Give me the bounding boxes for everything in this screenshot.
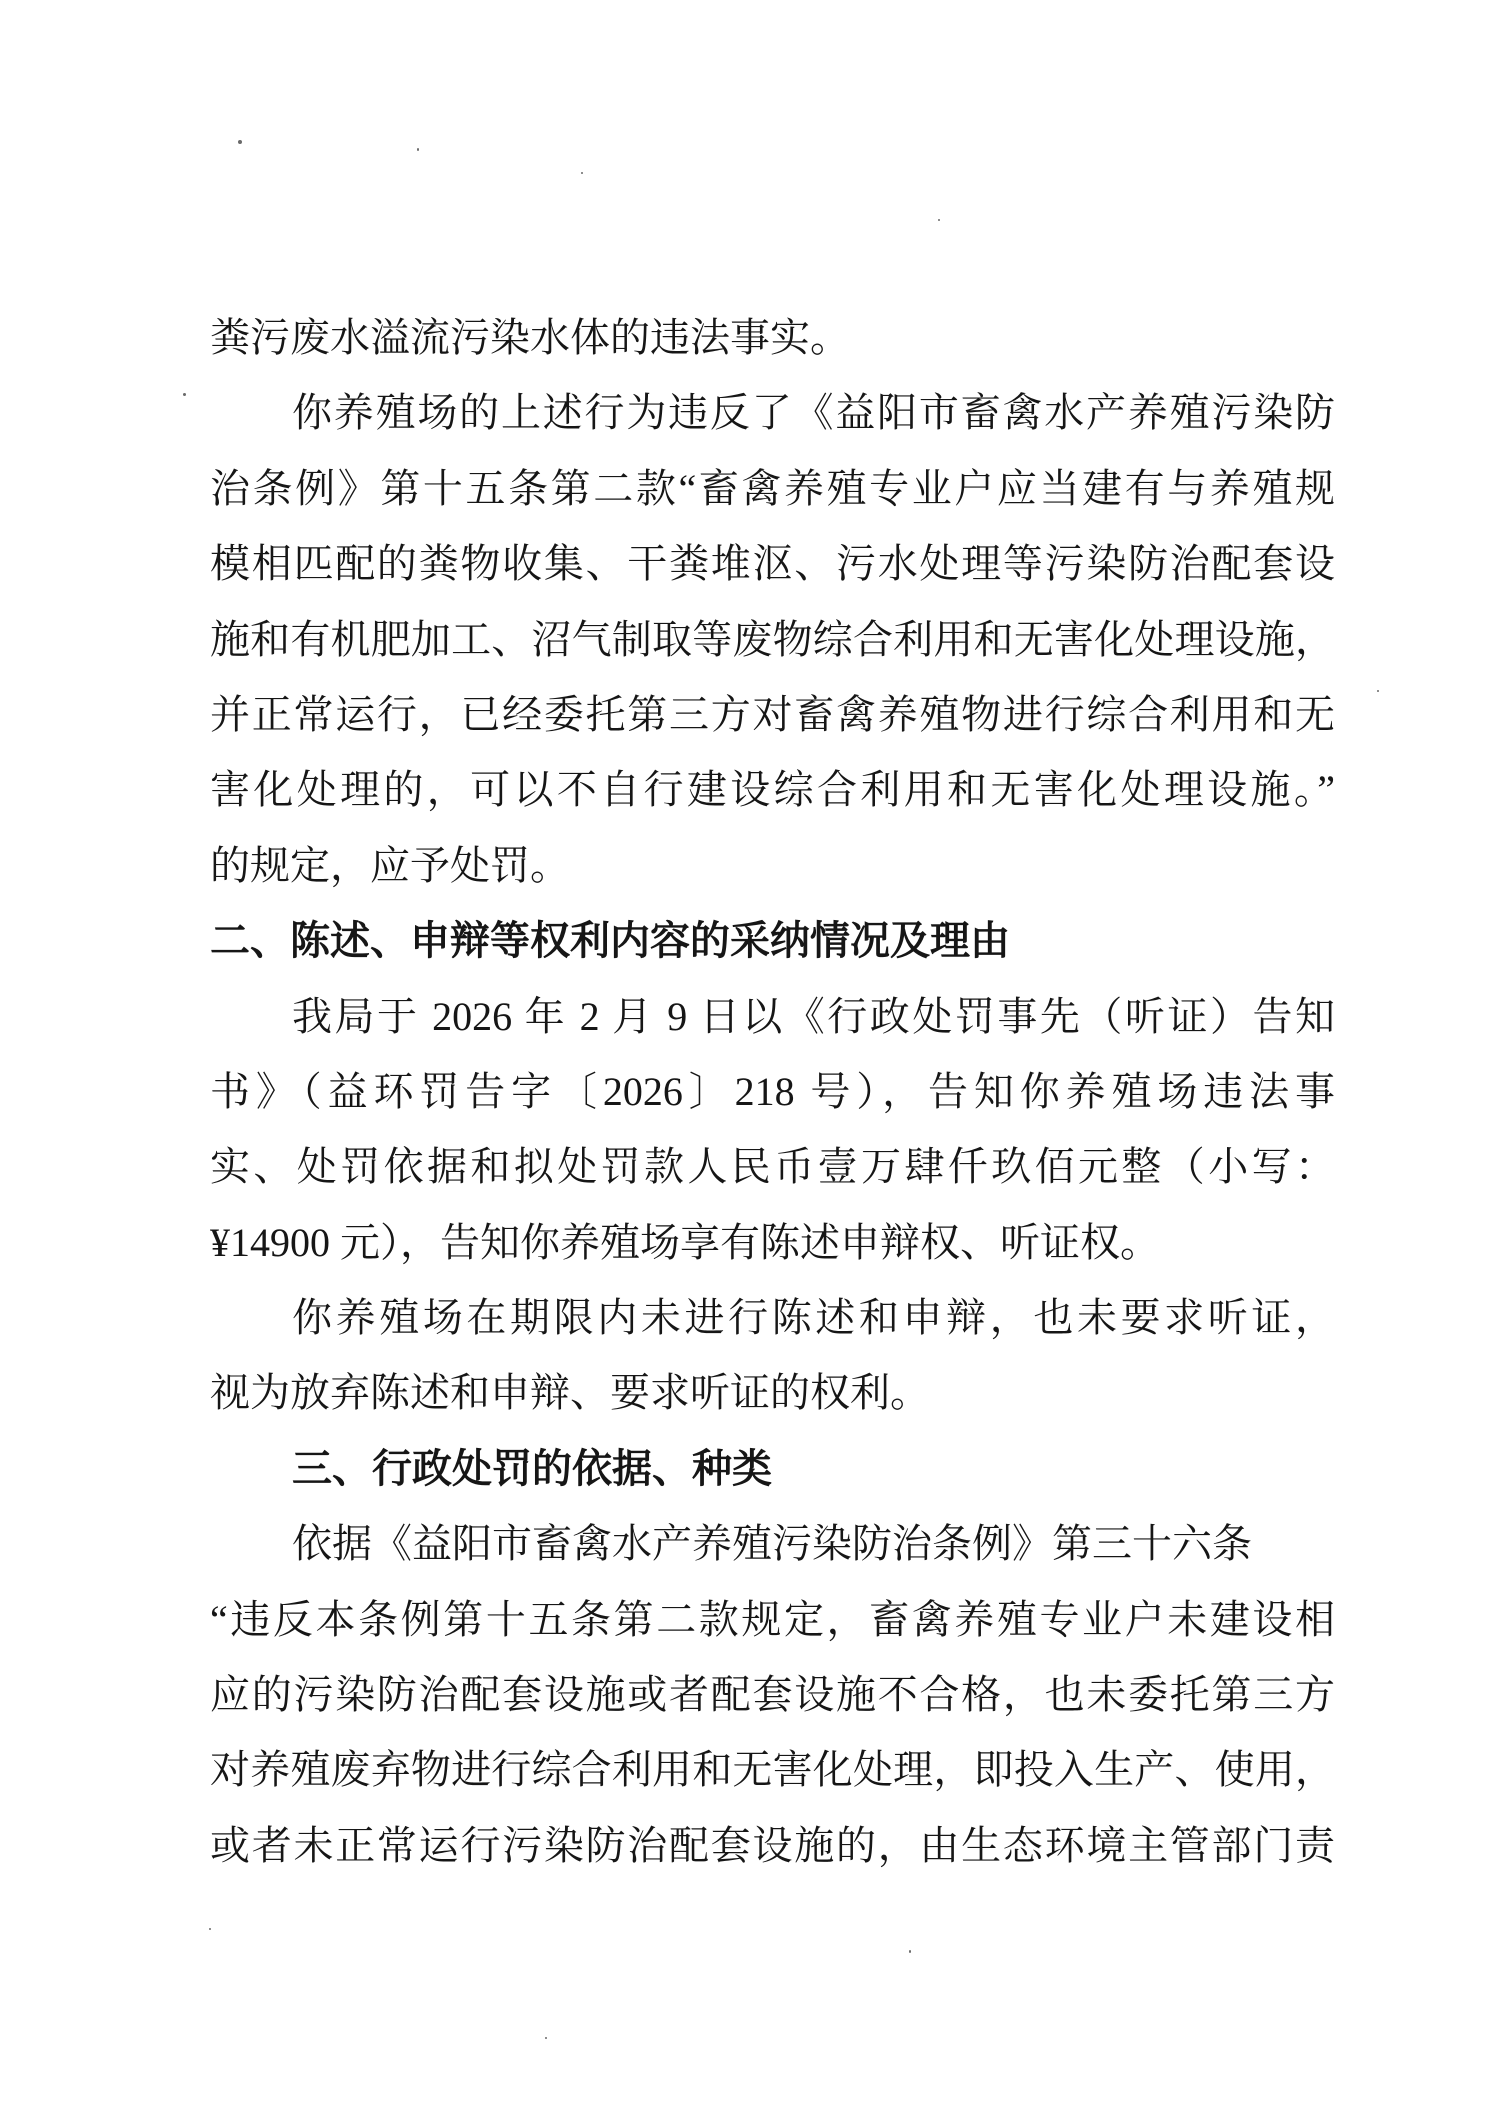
text-line: 施和有机肥加工、沼气制取等废物综合利用和无害化处理设施，: [210, 616, 1335, 662]
text-line: 或者未正常运行污染防治配套设施的，由生态环境主管部门责: [210, 1822, 1335, 1868]
text-line: 依据《益阳市畜禽水产养殖污染防治条例》第三十六条: [292, 1521, 1252, 1567]
text-line: 治条例》第十五条第二款“畜禽养殖专业户应当建有与养殖规: [210, 465, 1335, 511]
text-line: 模相匹配的粪物收集、干粪堆沤、污水处理等污染防治配套设: [210, 541, 1335, 587]
text-line: 你养殖场的上述行为违反了《益阳市畜禽水产养殖污染防: [292, 390, 1335, 436]
scan-speck: [183, 393, 186, 396]
text-line: 对养殖废弃物进行综合利用和无害化处理，即投入生产、使用，: [210, 1747, 1335, 1793]
scan-speck: [417, 148, 419, 151]
text-line: 害化处理的，可以不自行建设综合利用和无害化处理设施。”: [210, 767, 1335, 813]
text-line: 实、处罚依据和拟处罚款人民币壹万肆仟玖佰元整（小写：: [210, 1144, 1335, 1190]
text-line: 的规定，应予处罚。: [210, 842, 570, 888]
scan-speck: [938, 219, 940, 221]
heading-line: 二、陈述、申辩等权利内容的采纳情况及理由: [210, 918, 1010, 964]
scan-speck: [545, 2037, 547, 2039]
text-line: 应的污染防治配套设施或者配套设施不合格，也未委托第三方: [210, 1672, 1335, 1718]
text-line: 书》（益环罚告字〔2026〕218 号），告知你养殖场违法事: [210, 1068, 1335, 1114]
scan-speck: [909, 1950, 911, 1953]
text-line: 你养殖场在期限内未进行陈述和申辩，也未要求听证，: [292, 1295, 1335, 1341]
text-line: 我局于 2026 年 2 月 9 日以《行政处罚事先（听证）告知: [292, 993, 1335, 1039]
scan-speck: [581, 172, 583, 174]
text-line: 粪污废水溢流污染水体的违法事实。: [210, 315, 850, 360]
text-line: ¥14900 元），告知你养殖场享有陈述申辩权、听证权。: [210, 1219, 1160, 1265]
scan-speck: [209, 1928, 211, 1930]
text-line: “违反本条例第十五条第二款规定，畜禽养殖专业户未建设相: [210, 1596, 1335, 1642]
document-body: [210, 300, 1335, 1883]
scan-speck: [238, 140, 242, 144]
scan-speck: [1377, 690, 1379, 692]
text-line: 视为放弃陈述和申辩、要求听证的权利。: [210, 1370, 930, 1416]
heading-line: 三、行政处罚的依据、种类: [292, 1445, 772, 1491]
text-line: 并正常运行，已经委托第三方对畜禽养殖物进行综合利用和无: [210, 691, 1335, 737]
